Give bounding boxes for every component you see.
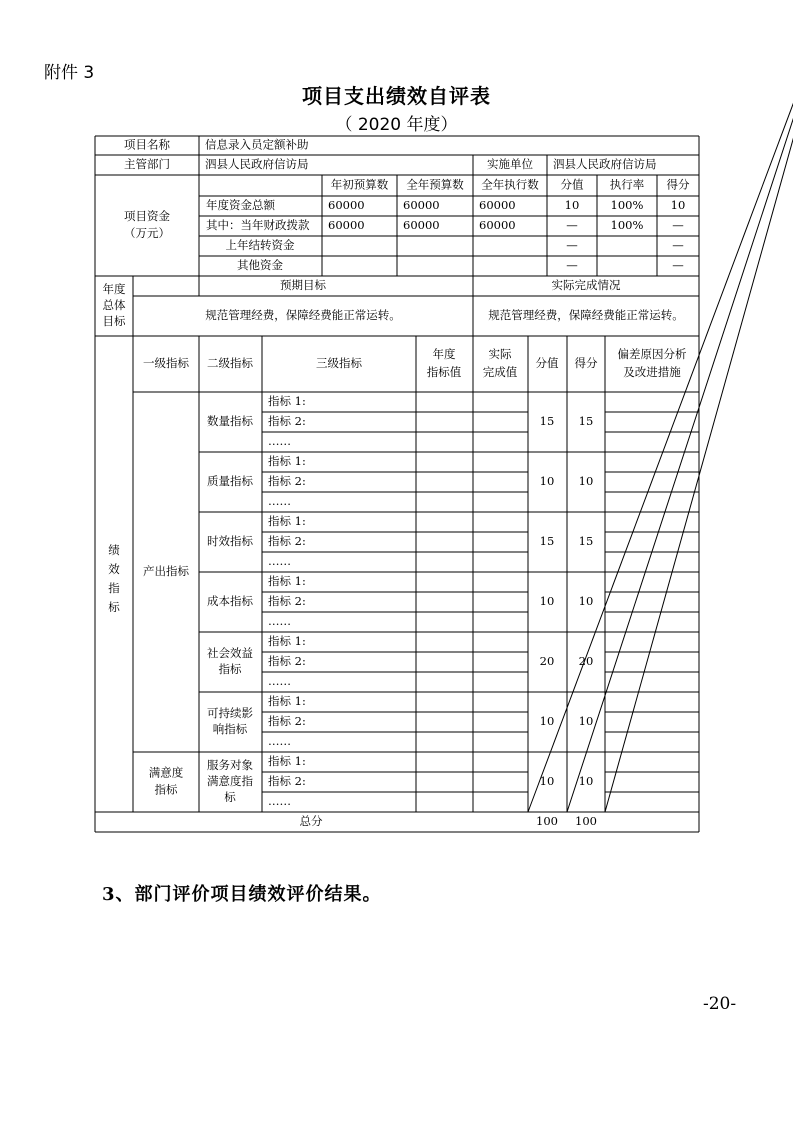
indicator-item-label: 指标 1: bbox=[268, 574, 306, 588]
actual-header: 完成值 bbox=[482, 365, 518, 379]
output-indicator-label: 产出指标 bbox=[143, 564, 189, 578]
page-title: 项目支出绩效自评表 bbox=[302, 84, 491, 108]
funds-cell: 10 bbox=[670, 198, 686, 212]
level2-indicator-name: 社会效益 bbox=[207, 646, 253, 660]
group-score-value: 15 bbox=[539, 414, 555, 428]
score-header: 得分 bbox=[574, 356, 598, 370]
funds-cell: 60000 bbox=[479, 198, 516, 212]
funds-cell: — bbox=[672, 218, 684, 232]
funds-cell: 60000 bbox=[403, 198, 440, 212]
total-label: 总分 bbox=[299, 814, 323, 828]
level2-indicator-name: 可持续影 bbox=[207, 706, 253, 720]
indicator-item-label: …… bbox=[268, 614, 291, 628]
indicator-item-label: …… bbox=[268, 674, 291, 688]
indicator-item-label: 指标 1: bbox=[268, 694, 306, 708]
goals-label: 目标 bbox=[102, 314, 126, 328]
level2-header: 二级指标 bbox=[207, 356, 253, 370]
group-score-value: 10 bbox=[539, 594, 555, 608]
level2-indicator-name: 满意度指 bbox=[207, 774, 253, 788]
indicator-item-label: …… bbox=[268, 494, 291, 508]
group-score-value: 10 bbox=[539, 714, 555, 728]
indicator-item-label: 指标 1: bbox=[268, 634, 306, 648]
year-line: （ 2020 年度） bbox=[335, 115, 458, 135]
funds-row-label: 其他资金 bbox=[237, 258, 283, 272]
group-score: 15 bbox=[578, 414, 594, 428]
indicator-item-label: 指标 1: bbox=[268, 454, 306, 468]
funds-col-header: 执行率 bbox=[609, 177, 645, 192]
actual-header: 实际 bbox=[488, 347, 512, 361]
target-header: 指标值 bbox=[426, 365, 462, 379]
funds-cell: — bbox=[566, 238, 578, 252]
funds-cell: 60000 bbox=[403, 218, 440, 232]
level2-indicator-name: 指标 bbox=[218, 662, 242, 676]
level2-indicator-name: 标 bbox=[224, 790, 236, 804]
performance-label: 绩 bbox=[108, 543, 120, 557]
goals-label: 年度 bbox=[102, 282, 126, 296]
group-score-value: 10 bbox=[539, 774, 555, 788]
dept-label: 主管部门 bbox=[124, 157, 170, 171]
level2-indicator-name: 质量指标 bbox=[207, 474, 253, 488]
section-3-heading: 3、部门评价项目绩效评价结果。 bbox=[102, 884, 382, 905]
funds-unit-label: （万元） bbox=[124, 226, 170, 240]
indicator-item-label: 指标 2: bbox=[268, 534, 306, 548]
indicator-item-label: …… bbox=[268, 554, 291, 568]
indicator-item-label: …… bbox=[268, 794, 291, 808]
indicator-item-label: …… bbox=[268, 434, 291, 448]
funds-cell: 60000 bbox=[479, 218, 516, 232]
project-name-value: 信息录入员定额补助 bbox=[205, 137, 309, 152]
level3-header: 三级指标 bbox=[316, 356, 362, 370]
indicator-item-label: 指标 2: bbox=[268, 774, 306, 788]
funds-col-header: 年初预算数 bbox=[330, 177, 389, 192]
indicator-item-label: 指标 1: bbox=[268, 514, 306, 528]
group-score: 10 bbox=[578, 474, 594, 488]
goals-label: 总体 bbox=[102, 298, 126, 312]
indicator-item-label: 指标 1: bbox=[268, 394, 306, 408]
impl-unit-value: 泗县人民政府信访局 bbox=[553, 157, 657, 171]
level1-header: 一级指标 bbox=[143, 356, 189, 370]
level2-indicator-name: 时效指标 bbox=[207, 534, 253, 548]
table-rule bbox=[528, 0, 793, 812]
indicator-item-label: …… bbox=[268, 734, 291, 748]
funds-row-label: 其中：当年财政拨款 bbox=[206, 218, 310, 232]
impl-unit-label: 实施单位 bbox=[487, 157, 533, 171]
group-score-value: 15 bbox=[539, 534, 555, 548]
satisfaction-indicator-label: 指标 bbox=[154, 782, 178, 797]
funds-row-label: 上年结转资金 bbox=[225, 238, 295, 252]
funds-cell: — bbox=[566, 258, 578, 272]
indicator-item-label: 指标 2: bbox=[268, 414, 306, 428]
funds-col-header: 得分 bbox=[666, 177, 690, 192]
total-score: 100 bbox=[575, 814, 597, 828]
deviation-header: 及改进措施 bbox=[623, 365, 681, 379]
funds-cell: — bbox=[672, 258, 684, 272]
group-score: 20 bbox=[578, 654, 594, 668]
indicator-item-label: 指标 2: bbox=[268, 594, 306, 608]
funds-cell: 100% bbox=[610, 218, 644, 232]
level2-indicator-name: 数量指标 bbox=[207, 414, 253, 428]
level2-indicator-name: 响指标 bbox=[212, 722, 248, 736]
indicator-item-label: 指标 2: bbox=[268, 714, 306, 728]
level2-indicator-name: 成本指标 bbox=[207, 594, 253, 608]
page-number: -20- bbox=[703, 994, 737, 1014]
funds-cell: — bbox=[672, 238, 684, 252]
funds-row-label: 年度资金总额 bbox=[206, 198, 275, 212]
funds-cell: 10 bbox=[564, 198, 580, 212]
funds-cell: 60000 bbox=[328, 198, 365, 212]
dept-value: 泗县人民政府信访局 bbox=[205, 157, 309, 171]
group-score-value: 10 bbox=[539, 474, 555, 488]
project-name-label: 项目名称 bbox=[124, 137, 170, 152]
performance-label: 指 bbox=[108, 581, 120, 595]
expected-goal-header: 预期目标 bbox=[280, 278, 326, 292]
actual-result-text: 规范管理经费，保障经费能正常运转。 bbox=[488, 308, 684, 322]
score-value-header: 分值 bbox=[535, 356, 559, 370]
indicator-item-label: 指标 2: bbox=[268, 474, 306, 488]
total-value: 100 bbox=[536, 814, 558, 828]
performance-label: 效 bbox=[108, 562, 120, 576]
deviation-header: 偏差原因分析 bbox=[617, 347, 687, 361]
group-score: 10 bbox=[578, 714, 594, 728]
group-score-value: 20 bbox=[539, 654, 555, 668]
satisfaction-indicator-label: 满意度 bbox=[148, 765, 184, 780]
performance-label: 标 bbox=[108, 600, 120, 614]
funds-col-header: 全年执行数 bbox=[481, 177, 539, 192]
group-score: 10 bbox=[578, 594, 594, 608]
indicator-item-label: 指标 1: bbox=[268, 754, 306, 768]
level2-indicator-name: 服务对象 bbox=[207, 758, 253, 772]
funds-col-header: 全年预算数 bbox=[406, 177, 464, 192]
funds-cell: 100% bbox=[610, 198, 644, 212]
target-header: 年度 bbox=[432, 347, 456, 361]
attachment-label: 附件 3 bbox=[44, 63, 95, 83]
group-score: 15 bbox=[578, 534, 594, 548]
actual-result-header: 实际完成情况 bbox=[551, 278, 621, 292]
indicator-item-label: 指标 2: bbox=[268, 654, 306, 668]
funds-cell: — bbox=[566, 218, 578, 232]
funds-col-header: 分值 bbox=[560, 177, 584, 192]
group-score: 10 bbox=[578, 774, 594, 788]
funds-cell: 60000 bbox=[328, 218, 365, 232]
expected-goal-text: 规范管理经费，保障经费能正常运转。 bbox=[205, 308, 401, 322]
funds-label: 项目资金 bbox=[124, 209, 170, 223]
